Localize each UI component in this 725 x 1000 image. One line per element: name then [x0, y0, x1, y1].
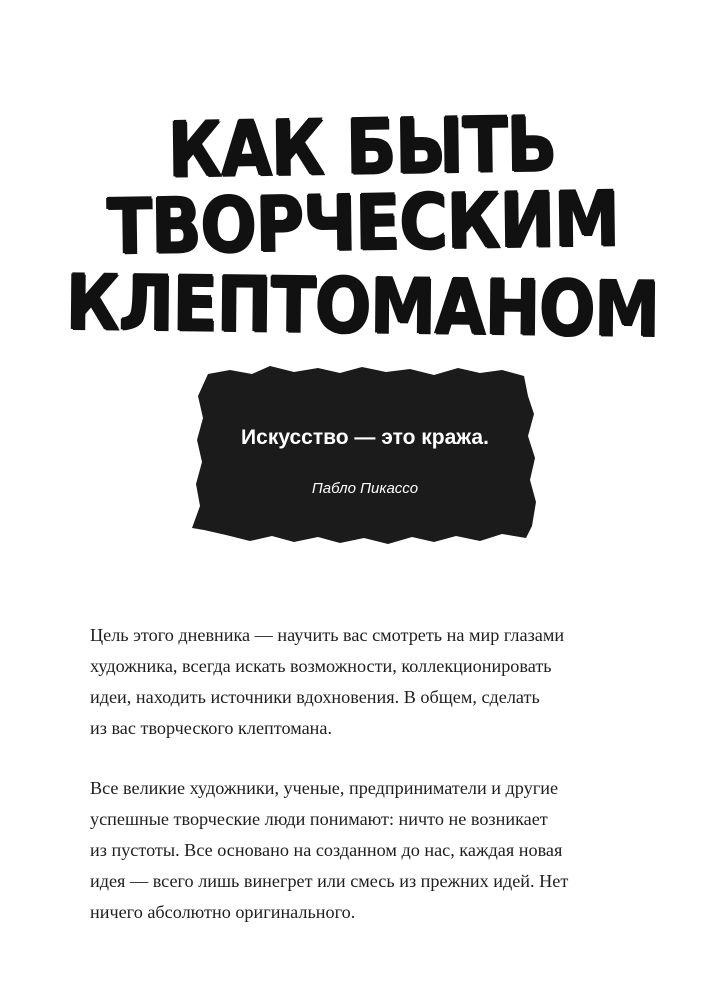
body-text — [90, 620, 650, 928]
paragraph-2 — [90, 773, 650, 928]
paragraph-line: идеи, находить источники вдохновения. В общем, сделать — [90, 687, 540, 707]
title-line-1: КАК БЫТЬ ТВОРЧЕСКИМ — [106, 100, 620, 272]
paragraph-line: из пустоты. Все основано на созданном до нас, каждая новая — [90, 840, 563, 860]
paragraph-line: из вас творческого клептомана. — [90, 718, 333, 738]
paragraph-line: Все великие художники, ученые, предприниматели и другие — [90, 778, 559, 798]
paragraph-line: художника, всегда искать возможности, коллекционировать — [90, 656, 552, 676]
paragraph-line: успешные творческие люди понимают: ничто не возникает — [90, 809, 548, 829]
page-title — [60, 100, 665, 355]
quote-text: Искусство — это кража. — [241, 426, 489, 449]
paragraph-line: ничего абсолютно оригинального. — [90, 902, 356, 922]
title-line-2: КЛЕПТОМАНОМ — [65, 258, 660, 355]
quote-author: Пабло Пикассо — [311, 480, 419, 497]
paragraph-line: Цель этого дневника — научить вас смотреть на мир глазами — [90, 625, 565, 645]
torn-paper-background — [190, 362, 540, 548]
paragraph-1 — [90, 620, 650, 744]
quote-box — [190, 362, 540, 548]
paragraph-line: идея — всего лишь винегрет или смесь из прежних идей. Нет — [90, 871, 569, 891]
